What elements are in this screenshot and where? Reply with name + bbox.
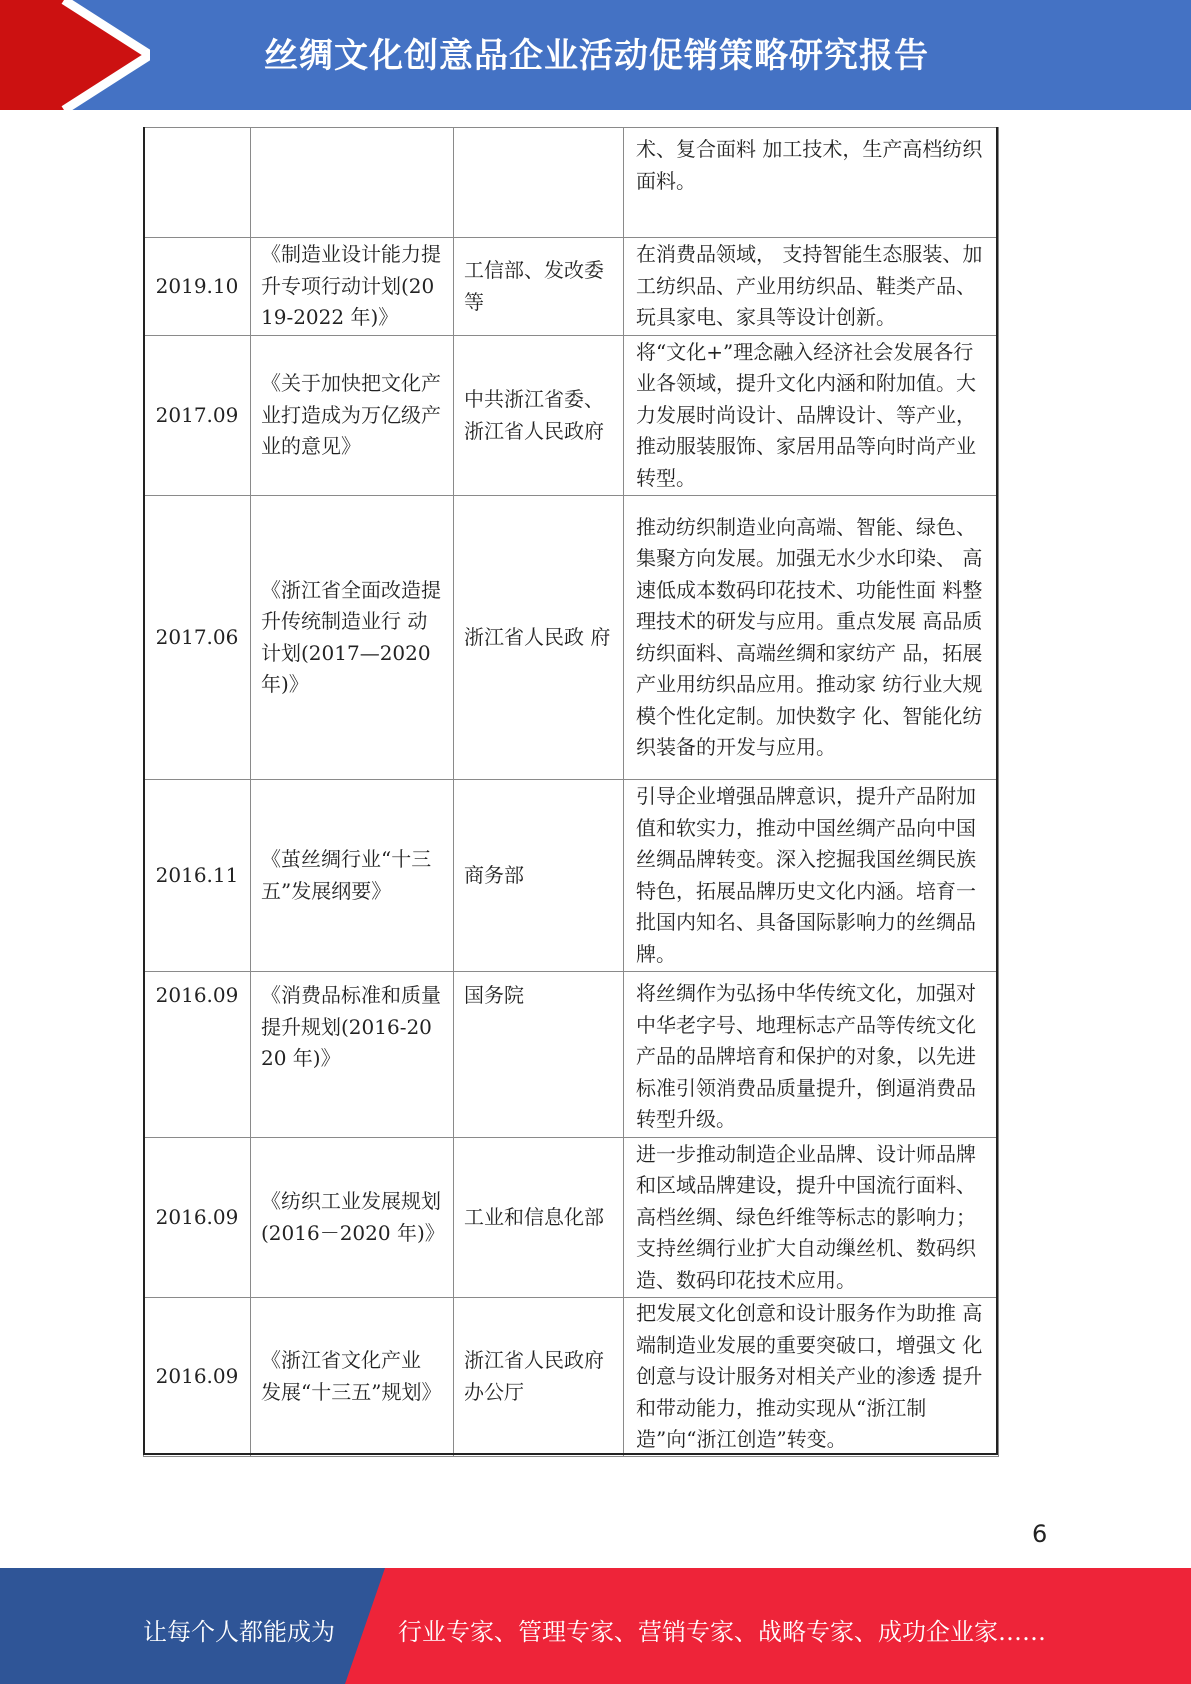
policy-name-cell: 《浙江省文化产业 发展“十三五”规划》 [251,1298,454,1457]
policy-name-cell [251,128,454,238]
policy-name-cell: 《消费品标准和质量提升规划(2016-2020 年)》 [251,972,454,1138]
footer-slogan-left: 让每个人都能成为 [143,1618,335,1646]
date-cell: 2019.10 [144,238,251,336]
content-cell: 推动纺织制造业向高端、智能、绿色、 集聚方向发展。加强无水少水印染、 高速低成本数码印花技术、功能性面 料整理技术的研发与应用。重点发展 高品质纺织面料、高端丝绸和家纺产 品，拓展产业用纺织品应用。推动家 纺行业大规模个性化定制。加快数字 化、智能化纺织装备的开发与应用。 [624,496,999,780]
page-footer [0,1568,1191,1684]
policy-name-cell: 《纺织工业发展规划(2016－2020 年)》 [251,1138,454,1298]
page-header [0,0,1191,110]
content-cell: 把发展文化创意和设计服务作为助推 高端制造业发展的重要突破口，增强文 化创意与设计服务对相关产业的渗透 提升和带动能力，推动实现从“浙江制 造”向“浙江创造”转变。 [624,1298,999,1457]
issuer-cell [454,128,624,238]
issuer-cell: 中共浙江省委、浙江省人民政府 [454,336,624,496]
date-cell: 2016.09 [144,972,251,1138]
content-cell: 进一步推动制造企业品牌、设计师品牌和区域品牌建设，提升中国流行面料、高档丝绸、绿色纤维等标志的影响力；支持丝绸行业扩大自动缫丝机、数码织造、数码印花技术应用。 [624,1138,999,1298]
date-cell [144,128,251,238]
policy-name-cell: 《制造业设计能力提升专项行动计划(2019-2022 年)》 [251,238,454,336]
date-cell: 2017.06 [144,496,251,780]
policy-table [143,127,999,1457]
footer-slogan-right: 行业专家、管理专家、营销专家、战略专家、成功企业家…… [398,1618,1046,1646]
content-cell: 引导企业增强品牌意识，提升产品附加值和软实力，推动中国丝绸产品向中国丝绸品牌转变。深入挖掘我国丝绸民族特色，拓展品牌历史文化内涵。培育一批国内知名、具备国际影响力的丝绸品牌。 [624,780,999,972]
table-row [144,238,999,336]
report-title: 丝绸文化创意品企业活动促销策略研究报告 [264,36,929,76]
table-row [144,336,999,496]
table-row [144,972,999,1138]
policy-name-cell: 《关于加快把文化产业打造成为万亿级产业的意见》 [251,336,454,496]
table-row [144,780,999,972]
date-cell: 2017.09 [144,336,251,496]
table-row [144,496,999,780]
issuer-cell: 国务院 [454,972,624,1138]
policy-name-cell: 《浙江省全面改造提升传统制造业行 动计划(2017—2020 年)》 [251,496,454,780]
content-cell: 将丝绸作为弘扬中华传统文化，加强对中华老字号、地理标志产品等传统文化产品的品牌培育和保护的对象，以先进标准引领消费品质量提升，倒逼消费品转型升级。 [624,972,999,1138]
issuer-cell: 商务部 [454,780,624,972]
issuer-cell: 浙江省人民政 府 [454,496,624,780]
issuer-cell: 浙江省人民政府 办公厅 [454,1298,624,1457]
table-row [144,1298,999,1457]
content-cell: 术、复合面料 加工技术，生产高档纺织面料。 [624,128,999,238]
issuer-cell: 工信部、发改委等 [454,238,624,336]
content-cell: 将“文化+”理念融入经济社会发展各行 业各领域，提升文化内涵和附加值。大 力发展时尚设计、品牌设计、等产业， 推动服装服饰、家居用品等向时尚产业 转型。 [624,336,999,496]
policy-name-cell: 《茧丝绸行业“十三五”发展纲要》 [251,780,454,972]
table-row [144,1138,999,1298]
date-cell: 2016.09 [144,1298,251,1457]
date-cell: 2016.09 [144,1138,251,1298]
date-cell: 2016.11 [144,780,251,972]
red-arrow-decoration [0,0,150,110]
content-cell: 在消费品领域， 支持智能生态服装、加工纺织品、产业用纺织品、鞋类产品、玩具家电、家具等设计创新。 [624,238,999,336]
issuer-cell: 工业和信息化部 [454,1138,624,1298]
page-number: 6 [1032,1520,1048,1548]
table-row [144,128,999,238]
